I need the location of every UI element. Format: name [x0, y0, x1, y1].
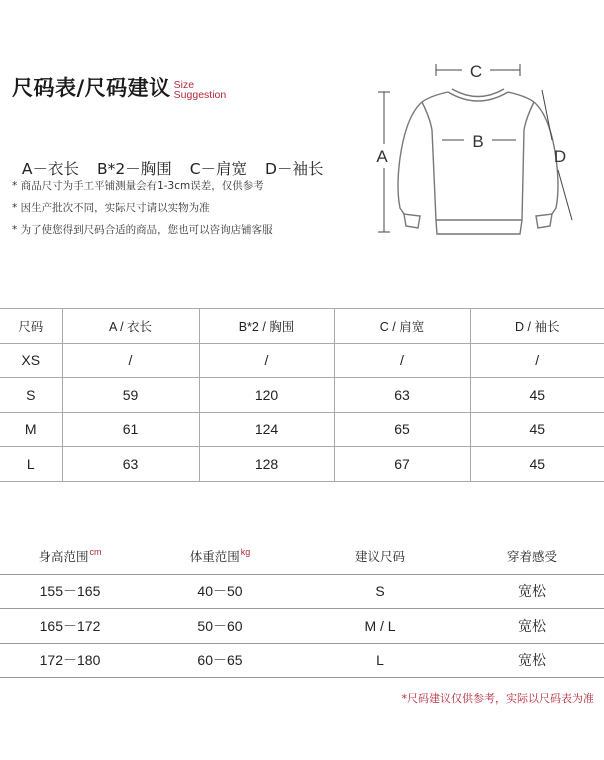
legend-d: D－袖长: [265, 160, 324, 178]
header-d: D / 袖长: [470, 309, 604, 344]
header-weight: 体重范围$^{kg}$: [140, 538, 300, 574]
unit-kg: kg: [240, 546, 251, 557]
size-recommendation-table: [0, 538, 604, 678]
cell: 128: [199, 447, 334, 482]
cell: 45: [470, 378, 604, 413]
header-b: B*2 / 胸围: [199, 309, 334, 344]
cell: 60－65: [140, 643, 300, 678]
legend-a: A－衣长: [21, 160, 79, 178]
table-row: [0, 343, 604, 378]
note-item: * 为了使您得到尺码合适的商品，您也可以咨询店铺客服: [12, 224, 273, 236]
label-b: B: [472, 132, 484, 151]
page-title: [12, 72, 226, 102]
cell: 63: [62, 447, 199, 482]
header-fit: 穿着感受: [460, 538, 604, 574]
note-item: * 因生产批次不同，实际尺寸请以实物为准: [12, 202, 210, 214]
cell: XS: [0, 343, 62, 378]
label-c: C: [469, 62, 483, 81]
header-height: 身高范围$^{cm}$: [0, 538, 140, 574]
title-main: 尺码表/尺码建议: [12, 76, 171, 100]
cell: 124: [199, 412, 334, 447]
table-row: [0, 643, 604, 678]
cell: 宽松: [460, 609, 604, 644]
dim-d-bottom: [558, 170, 572, 220]
cell: /: [470, 343, 604, 378]
table-row: [0, 412, 604, 447]
header-suggested-size: 建议尺码: [300, 538, 460, 574]
cell: S: [0, 378, 62, 413]
cell: S: [300, 574, 460, 609]
cell: 宽松: [460, 643, 604, 678]
footnote: *尺码建议仅供参考，实际以尺码表为准: [401, 692, 594, 705]
title-en-line2: Suggestion: [173, 89, 227, 101]
table-row: [0, 378, 604, 413]
cell: L: [300, 643, 460, 678]
cell: /: [199, 343, 334, 378]
sweatshirt-measurement-diagram: [360, 58, 596, 248]
cell: 45: [470, 412, 604, 447]
header-a: A / 衣长: [62, 309, 199, 344]
cell: /: [62, 343, 199, 378]
cell: 40－50: [140, 574, 300, 609]
cell: 宽松: [460, 574, 604, 609]
cell: 59: [62, 378, 199, 413]
legend-b: B*2－胸围: [96, 160, 172, 178]
table-header-row: [0, 538, 604, 574]
table-row: [0, 609, 604, 644]
size-chart-table: [0, 308, 604, 482]
cell: 50－60: [140, 609, 300, 644]
cell: 61: [62, 412, 199, 447]
cell: 65: [334, 412, 470, 447]
cell: L: [0, 447, 62, 482]
cell: 155－165: [0, 574, 140, 609]
cell: /: [334, 343, 470, 378]
sweatshirt-outline: [398, 89, 558, 234]
label-d: D: [553, 147, 567, 166]
table-row: [0, 447, 604, 482]
cell: 120: [199, 378, 334, 413]
cell: 172－180: [0, 643, 140, 678]
title-en-line1: Size: [173, 79, 195, 91]
cell: M: [0, 412, 62, 447]
table-row: [0, 574, 604, 609]
notes-list: [12, 178, 273, 244]
label-a: A: [376, 147, 388, 166]
header-c: C / 肩宽: [334, 309, 470, 344]
cell: 165－172: [0, 609, 140, 644]
unit-cm: cm: [89, 546, 102, 557]
title-english: [174, 80, 227, 100]
cell: 63: [334, 378, 470, 413]
measurement-legend: [12, 139, 341, 179]
table-header-row: [0, 309, 604, 344]
cell: 67: [334, 447, 470, 482]
cell: 45: [470, 447, 604, 482]
cell: M / L: [300, 609, 460, 644]
legend-c: C－肩宽: [189, 160, 248, 178]
note-item: * 商品尺寸为手工平铺测量会有1-3cm误差，仅供参考: [12, 180, 264, 192]
header-size: 尺码: [0, 309, 62, 344]
